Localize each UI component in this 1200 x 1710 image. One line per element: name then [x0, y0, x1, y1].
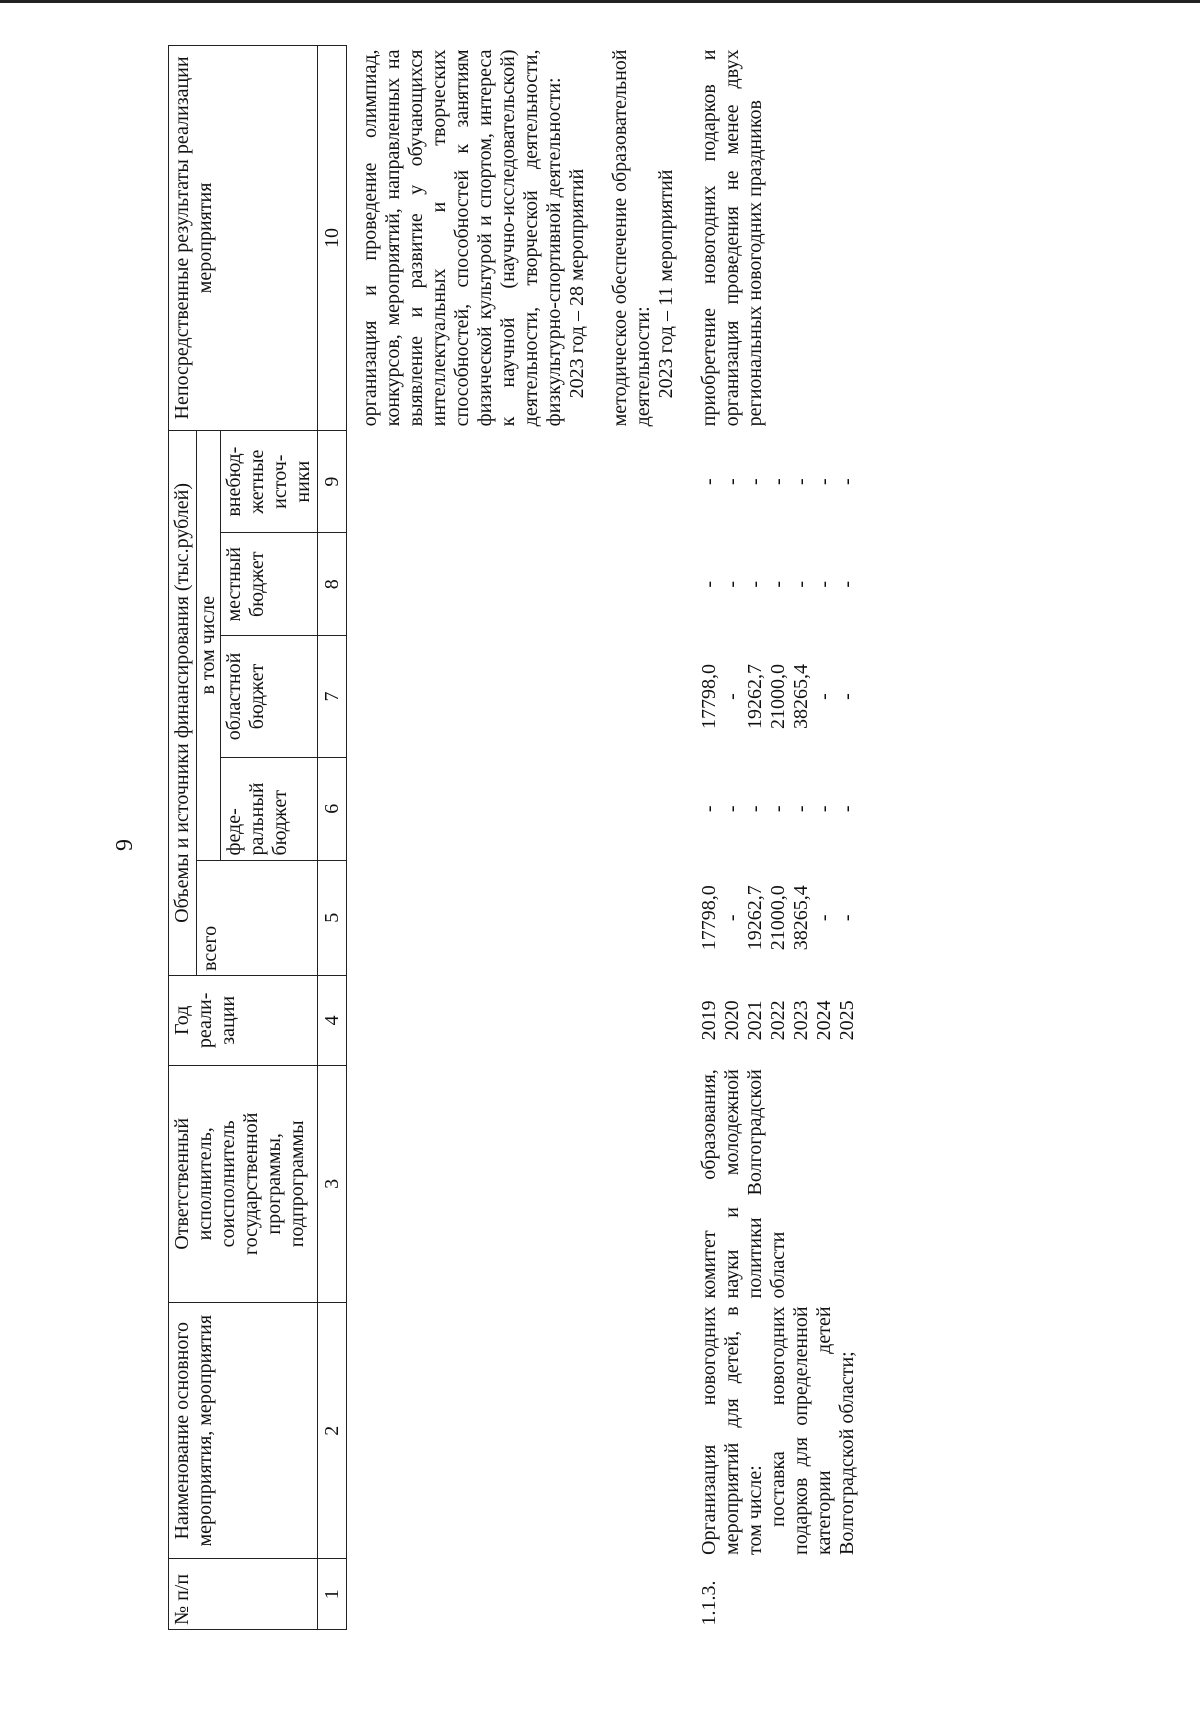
regional-value: - [836, 693, 858, 700]
header-including: в том числе [197, 430, 221, 860]
federal-value: - [836, 805, 858, 813]
total-value: - [813, 914, 835, 922]
total-value: 38265,4 [790, 885, 812, 951]
extra-value: - [836, 478, 858, 486]
col-number: 4 [318, 975, 347, 1065]
federal-value: - [790, 805, 812, 813]
results-text: организация и проведение олимпиад, конкурсов, мероприятий, направленных на выявление и развитие у обучающихся интеллектуальных и творческих способностей, способностей к занятиям физической культурой и спортом, интереса к научной (научно-исследовательской) деятельности, творческой деятельности, физкультурно-спортивной деятельности: [359, 49, 565, 427]
federal-value: - [721, 805, 743, 813]
regional-value: 38265,4 [790, 664, 812, 729]
federal-value: - [698, 805, 720, 813]
program-table [168, 45, 859, 1630]
header-num: № п/п [169, 1559, 318, 1630]
col-number: 7 [318, 636, 347, 758]
total-list [698, 864, 859, 971]
year-value: 2019 [698, 1000, 720, 1041]
year-value: 2024 [813, 1000, 835, 1041]
results-value: 2023 год – 28 мероприятий [566, 168, 588, 399]
header-name: Наименование основного мероприятия, мероприятия [169, 1302, 318, 1559]
year-value: 2022 [767, 1000, 789, 1041]
total-value: - [836, 914, 858, 922]
year-value: 2025 [836, 1000, 858, 1041]
federal-value: - [767, 805, 789, 813]
extra-value: - [698, 478, 720, 486]
total-value: 19262,7 [744, 885, 766, 951]
year-value: 2020 [721, 1000, 743, 1041]
extra-list [698, 434, 859, 529]
table-row [678, 46, 859, 1630]
extra-value: - [744, 478, 766, 486]
col-number: 9 [318, 430, 347, 533]
col-number: 6 [318, 757, 347, 860]
total-value: 21000,0 [767, 885, 789, 951]
header-total: всего [197, 860, 318, 975]
local-value: - [813, 580, 835, 588]
local-value: - [836, 580, 858, 588]
header-extra: внебюд-жетные источ-ники [221, 430, 318, 533]
row-result: приобретение новогодних подарков и организация проведения не менее двух региональных новогодних праздников [698, 49, 766, 427]
regional-value: 19262,7 [744, 664, 766, 729]
federal-value: - [744, 805, 766, 813]
col-number: 3 [318, 1065, 347, 1302]
page-number: 9 [112, 839, 138, 851]
local-value: - [790, 580, 812, 588]
federal-list [698, 761, 859, 856]
row-name: Организация новогодних мероприятий для детей, в том числе: [698, 1306, 766, 1555]
year-value: 2023 [790, 1000, 812, 1041]
header-local: местный бюджет [221, 533, 318, 636]
year-list [698, 979, 859, 1061]
header-results: Непосредственные результаты реализации мероприятия [169, 46, 318, 431]
header-regional: областной бюджет [221, 636, 318, 758]
regional-value: - [813, 693, 835, 700]
row-executor: комитет образования, науки и молодежной политики Волгоградской области [698, 1069, 789, 1299]
results-value: 2023 год – 11 мероприятий [655, 169, 677, 399]
header-executor: Ответственный исполнитель, соисполнитель государственной программы, подпрограммы [169, 1065, 318, 1302]
regional-list [698, 640, 859, 754]
header-funding: Объемы и источники финансирования (тыс.рублей) [169, 430, 197, 975]
col-number: 5 [318, 860, 347, 975]
year-value: 2021 [744, 1000, 766, 1041]
local-value: - [767, 580, 789, 588]
results-text: методическое обеспечение образовательной деятельности: [609, 49, 654, 427]
total-value: - [721, 914, 743, 922]
local-value: - [721, 580, 743, 588]
extra-value: - [790, 478, 812, 486]
extra-value: - [721, 478, 743, 486]
continued-results-row [347, 46, 679, 1630]
col-number: 1 [318, 1559, 347, 1630]
col-number: 10 [318, 46, 347, 431]
local-list [698, 537, 859, 632]
regional-value: 21000,0 [767, 664, 789, 729]
total-value: 17798,0 [698, 885, 720, 951]
header-year: Год реали-зации [169, 975, 318, 1065]
extra-value: - [813, 478, 835, 486]
header-federal: феде-ральный бюджет [221, 757, 318, 860]
col-number: 2 [318, 1302, 347, 1559]
federal-value: - [813, 805, 835, 813]
col-number: 8 [318, 533, 347, 636]
extra-value: - [767, 478, 789, 486]
row-number: 1.1.3. [698, 1580, 720, 1626]
local-value: - [698, 580, 720, 588]
regional-value: - [721, 693, 743, 700]
row-name-detail: поставка новогодних подарков для определенной категории детей Волгоградской области; [767, 1306, 858, 1555]
local-value: - [744, 580, 766, 588]
regional-value: 17798,0 [698, 664, 720, 729]
